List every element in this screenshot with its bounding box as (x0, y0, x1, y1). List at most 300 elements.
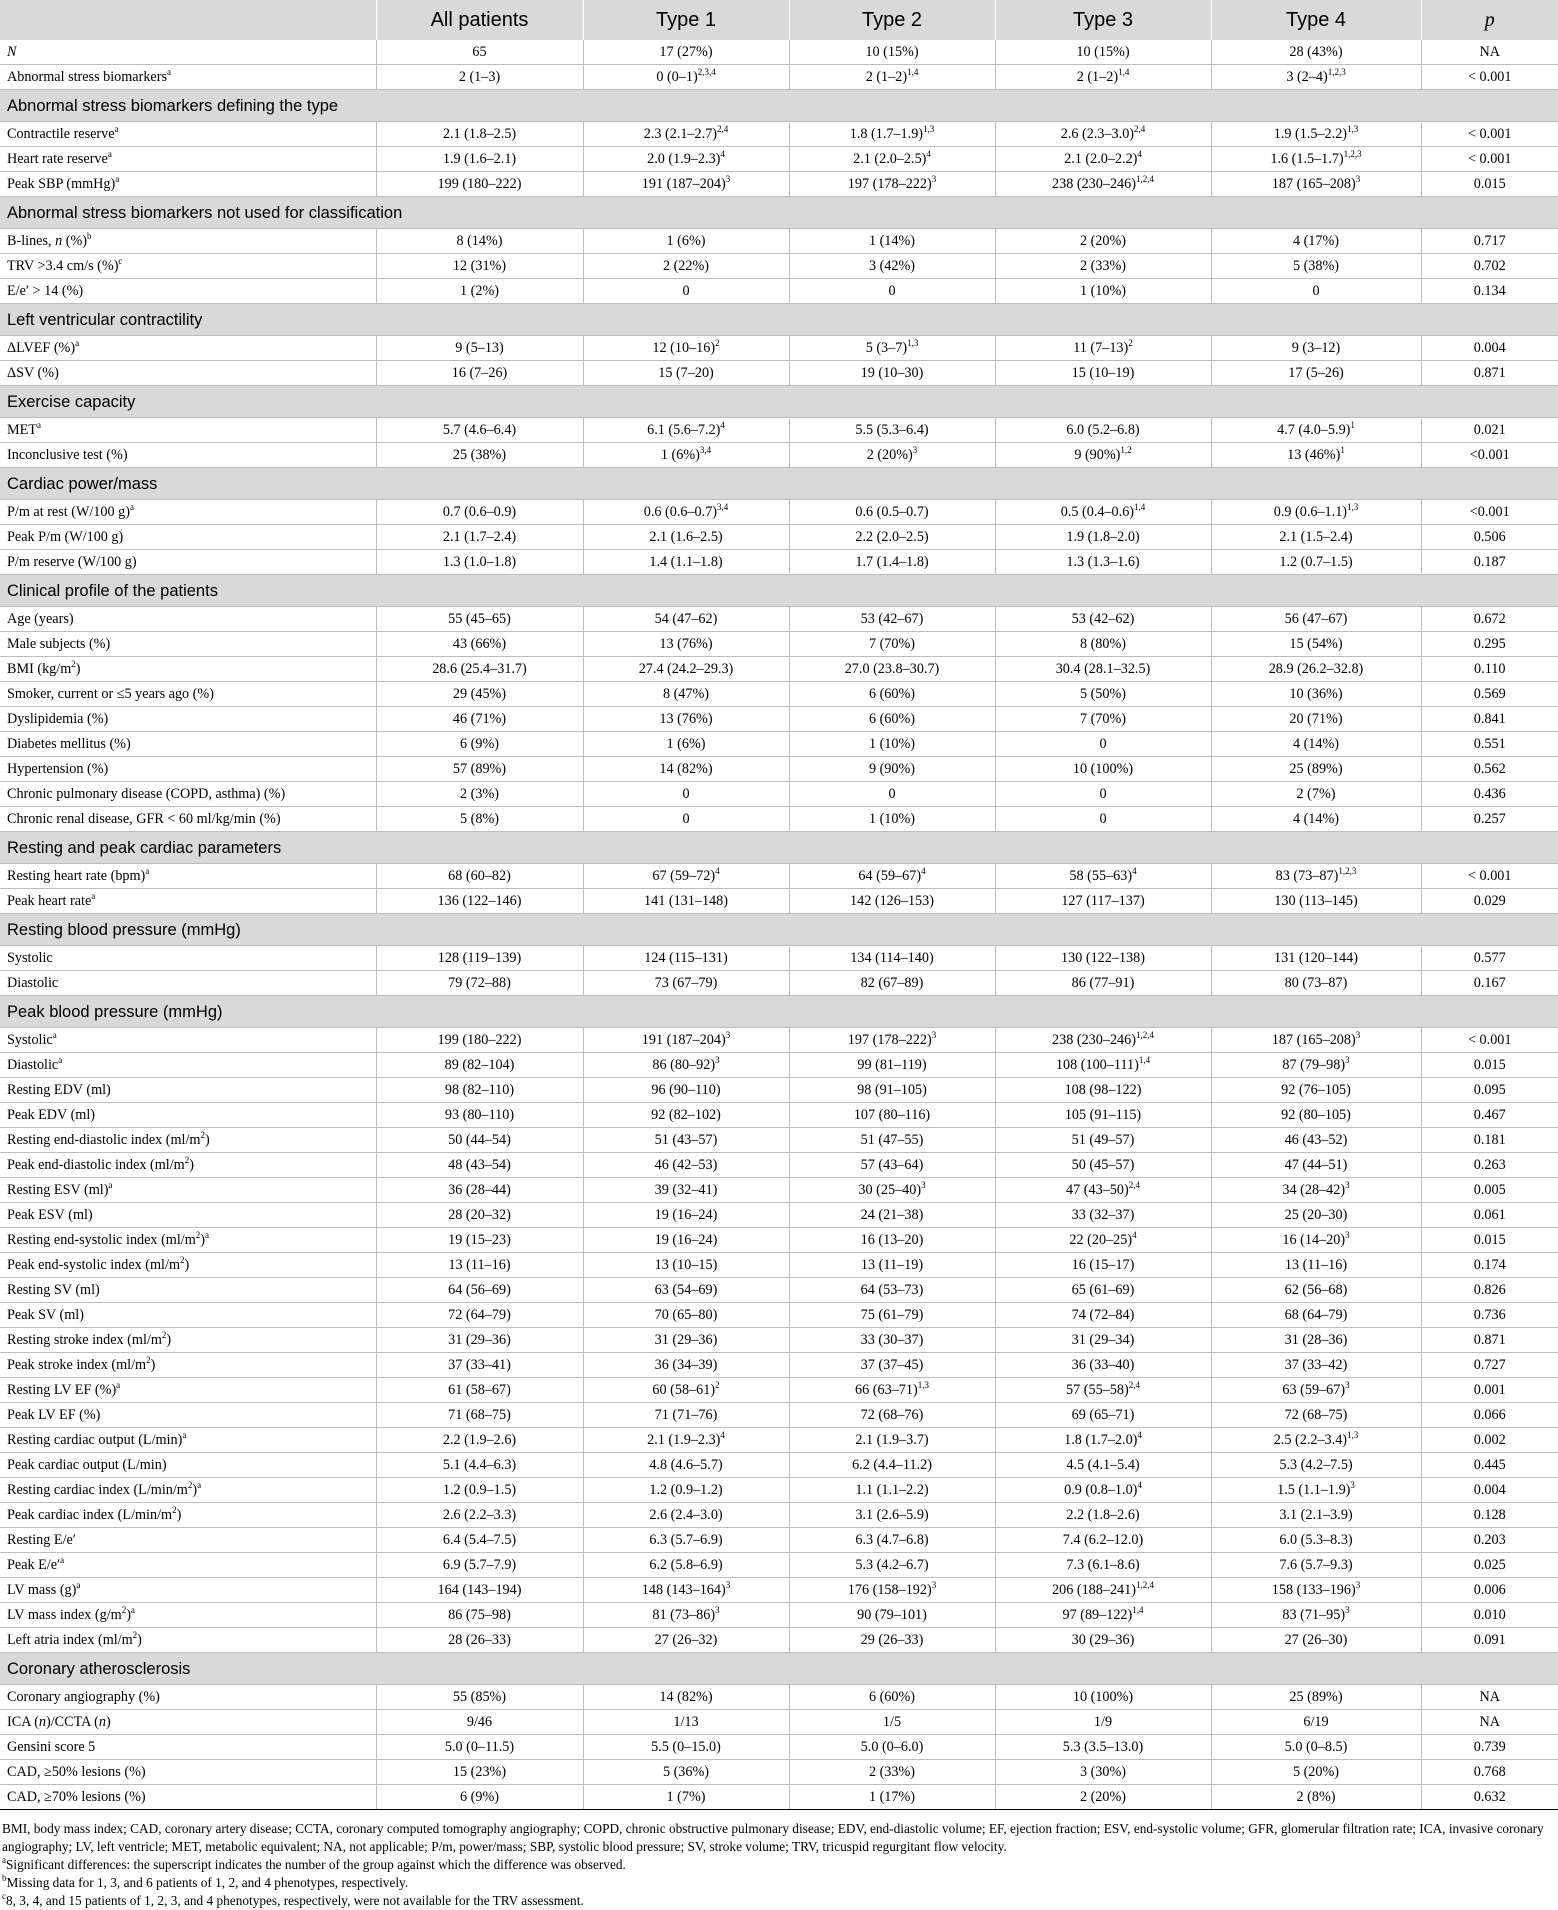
type-2-value: 75 (61–79) (789, 1303, 995, 1328)
type-4-value: 15 (54%) (1211, 632, 1421, 657)
type-2-value: 1 (14%) (789, 229, 995, 254)
p-value: < 0.001 (1421, 1028, 1558, 1053)
all-patients-value: 15 (23%) (376, 1760, 583, 1785)
row-label: Peak P/m (W/100 g) (0, 525, 376, 550)
section-header-row (0, 832, 1558, 864)
type-1-value: 92 (82–102) (583, 1103, 789, 1128)
type-1-value: 13 (76%) (583, 632, 789, 657)
all-patients-value: 0.7 (0.6–0.9) (376, 500, 583, 525)
section-header-row (0, 90, 1558, 122)
section-title: Left ventricular contractility (0, 304, 1558, 336)
table-row (0, 1178, 1558, 1203)
footnote: BMI, body mass index; CAD, coronary artery disease; CCTA, coronary computed tomography angiography; COPD, chronic obstructive pulmonary disease; EDV, end-diastolic volume; EF, ejection fraction; ESV, end-systolic volume; GFR, glomerular filtration rate; ICA, invasive coronary angiography; LV, left ventricle; MET, metabolic equivalent; NA, not applicable; P/m, power/mass; SBP, systolic blood pressure; SV, stroke volume; TRV, tricuspid regurgitant flow velocity. (2, 1821, 1544, 1854)
table-body (0, 40, 1558, 1810)
type-1-value: 2.3 $(2.1-2.7)^{2,4}$ (583, 122, 789, 147)
row-label: Contractile reserve$^a$ (0, 122, 376, 147)
table-row (0, 1103, 1558, 1128)
type-3-value: 0.9 $(0.8-1.0)^4$ (995, 1478, 1211, 1503)
type-4-value: 80 (73–87) (1211, 971, 1421, 996)
type-1-value: 124 (115–131) (583, 946, 789, 971)
all-patients-value: 9 (5–13) (376, 336, 583, 361)
type-4-value: 37 (33–42) (1211, 1353, 1421, 1378)
type-3-value: 127 (117–137) (995, 889, 1211, 914)
row-label: MET$^a$ (0, 418, 376, 443)
row-label: LV mass index $(g/m^2)^a$ (0, 1603, 376, 1628)
p-value: 0.841 (1421, 707, 1558, 732)
type-3-value: 97 $(89-122)^{1,4}$ (995, 1603, 1211, 1628)
all-patients-value: 64 (56–69) (376, 1278, 583, 1303)
all-patients-value: 5.7 (4.6–6.4) (376, 418, 583, 443)
type-4-value: 0.9 $(0.6-1.1)^{1,3}$ (1211, 500, 1421, 525)
all-patients-value: 98 (82–110) (376, 1078, 583, 1103)
type-1-value: 2 (22%) (583, 254, 789, 279)
p-value: 0.436 (1421, 782, 1558, 807)
type-2-value: 2.1 (1.9–3.7) (789, 1428, 995, 1453)
type-1-value: 1.2 (0.9–1.2) (583, 1478, 789, 1503)
table-row (0, 1053, 1558, 1078)
table-row (0, 279, 1558, 304)
p-value: 0.672 (1421, 607, 1558, 632)
table-row (0, 1528, 1558, 1553)
type-3-value: 1.8 $(1.7-2.0)^4$ (995, 1428, 1211, 1453)
type-2-value: 2.1 $(2.0-2.5)^4$ (789, 147, 995, 172)
p-value: 0.717 (1421, 229, 1558, 254)
row-label: BMI $(kg/m^2)$ (0, 657, 376, 682)
p-value: 0.029 (1421, 889, 1558, 914)
type-1-value: 0 $(0-1)^{2,3,4}$ (583, 65, 789, 90)
type-4-value: 2.1 (1.5–2.4) (1211, 525, 1421, 550)
type-1-value: 191 $(187-204)^3$ (583, 1028, 789, 1053)
type-1-value: 70 (65–80) (583, 1303, 789, 1328)
type-4-value: 87 $(79-98)^3$ (1211, 1053, 1421, 1078)
type-4-value: 13 (11–16) (1211, 1253, 1421, 1278)
type-2-value: 6 (60%) (789, 682, 995, 707)
type-1-value: 141 (131–148) (583, 889, 789, 914)
p-value: 0.506 (1421, 525, 1558, 550)
p-value: 0.445 (1421, 1453, 1558, 1478)
header-type-2: Type 2 (789, 0, 995, 40)
table-row (0, 550, 1558, 575)
type-3-value: 1 (10%) (995, 279, 1211, 304)
p-value: 0.021 (1421, 418, 1558, 443)
all-patients-value: 28 (20–32) (376, 1203, 583, 1228)
type-3-value: 0 (995, 782, 1211, 807)
type-4-value: 27 (26–30) (1211, 1628, 1421, 1653)
row-label: Diastolic$^a$ (0, 1053, 376, 1078)
all-patients-value: 164 (143–194) (376, 1578, 583, 1603)
all-patients-value: 50 (44–54) (376, 1128, 583, 1153)
row-label: Resting E/e′ (0, 1528, 376, 1553)
type-1-value: 36 (34–39) (583, 1353, 789, 1378)
row-label: Resting LV EF (%)$^a$ (0, 1378, 376, 1403)
type-2-value: 1.1 (1.1–2.2) (789, 1478, 995, 1503)
type-4-value: 2 (7%) (1211, 782, 1421, 807)
table-row (0, 1428, 1558, 1453)
row-label: Smoker, current or ≤5 years ago (%) (0, 682, 376, 707)
type-1-value: 0 (583, 807, 789, 832)
type-2-value: 2 $(20\%)^3$ (789, 443, 995, 468)
row-label: Left atria index $(ml/m^2)$ (0, 1628, 376, 1653)
p-value: NA (1421, 1710, 1558, 1735)
type-3-value: 9 $(90\%)^{1,2}$ (995, 443, 1211, 468)
type-4-value: 158 $(133-196)^3$ (1211, 1578, 1421, 1603)
type-2-value: 1 (17%) (789, 1785, 995, 1810)
type-1-value: 1.4 (1.1–1.8) (583, 550, 789, 575)
all-patients-value: 2.6 (2.2–3.3) (376, 1503, 583, 1528)
table-row (0, 1578, 1558, 1603)
section-header-row (0, 386, 1558, 418)
type-3-value: 5.3 (3.5–13.0) (995, 1735, 1211, 1760)
type-3-value: 15 (10–19) (995, 361, 1211, 386)
type-3-value: 47 $(43-50)^{2,4}$ (995, 1178, 1211, 1203)
type-1-value: 2.0 $(1.9-2.3)^4$ (583, 147, 789, 172)
type-4-value: 56 (47–67) (1211, 607, 1421, 632)
all-patients-value: 1 (2%) (376, 279, 583, 304)
all-patients-value: 65 (376, 40, 583, 65)
all-patients-value: 6.9 (5.7–7.9) (376, 1553, 583, 1578)
type-3-value: 7 (70%) (995, 707, 1211, 732)
table-row (0, 607, 1558, 632)
all-patients-value: 55 (85%) (376, 1685, 583, 1710)
type-1-value: 13 (76%) (583, 707, 789, 732)
table-row (0, 1353, 1558, 1378)
all-patients-value: 2 (1–3) (376, 65, 583, 90)
type-4-value: 25 (89%) (1211, 1685, 1421, 1710)
type-4-value: 92 (80–105) (1211, 1103, 1421, 1128)
type-3-value: 7.4 (6.2–12.0) (995, 1528, 1211, 1553)
table-header-row (0, 0, 1558, 40)
type-4-value: 47 (44–51) (1211, 1153, 1421, 1178)
header-type-3: Type 3 (995, 0, 1211, 40)
all-patients-value: 6 (9%) (376, 732, 583, 757)
row-label: ΔLVEF (%)$^a$ (0, 336, 376, 361)
all-patients-value: 57 (89%) (376, 757, 583, 782)
type-1-value: 148 $(143-164)^3$ (583, 1578, 789, 1603)
section-header-row (0, 468, 1558, 500)
all-patients-value: 36 (28–44) (376, 1178, 583, 1203)
table-row (0, 1453, 1558, 1478)
section-title: Cardiac power/mass (0, 468, 1558, 500)
row-label: Systolic$^a$ (0, 1028, 376, 1053)
type-3-value: 10 (15%) (995, 40, 1211, 65)
type-1-value: 0 (583, 279, 789, 304)
type-3-value: 50 (45–57) (995, 1153, 1211, 1178)
type-2-value: 98 (91–105) (789, 1078, 995, 1103)
p-value: <0.001 (1421, 443, 1558, 468)
all-patients-value: 79 (72–88) (376, 971, 583, 996)
type-2-value: 57 (43–64) (789, 1153, 995, 1178)
type-4-value: 1.6 $(1.5-1.7)^{1,2,3}$ (1211, 147, 1421, 172)
type-4-value: 5.0 (0–8.5) (1211, 1735, 1421, 1760)
all-patients-value: 5.0 (0–11.5) (376, 1735, 583, 1760)
section-header-row (0, 575, 1558, 607)
type-3-value: 30 (29–36) (995, 1628, 1211, 1653)
table-row (0, 1278, 1558, 1303)
type-4-value: 83 $(71-95)^3$ (1211, 1603, 1421, 1628)
type-3-value: 1.3 (1.3–1.6) (995, 550, 1211, 575)
header-label (0, 0, 376, 40)
type-3-value: 206 $(188-241)^{1,2,4}$ (995, 1578, 1211, 1603)
header-p-value: p (1421, 0, 1558, 40)
row-label: Resting EDV (ml) (0, 1078, 376, 1103)
row-label: Systolic (0, 946, 376, 971)
type-2-value: 1.8 $(1.7-1.9)^{1,3}$ (789, 122, 995, 147)
type-2-value: 53 (42–67) (789, 607, 995, 632)
row-label: CAD, ≥70% lesions (%) (0, 1785, 376, 1810)
type-2-value: 72 (68–76) (789, 1403, 995, 1428)
type-3-value: 33 (32–37) (995, 1203, 1211, 1228)
p-value: < 0.001 (1421, 122, 1558, 147)
section-title: Exercise capacity (0, 386, 1558, 418)
type-4-value: 13 $(46\%)^1$ (1211, 443, 1421, 468)
type-3-value: 53 (42–62) (995, 607, 1211, 632)
p-value: 0.826 (1421, 1278, 1558, 1303)
type-4-value: 25 (89%) (1211, 757, 1421, 782)
all-patients-value: 199 (180–222) (376, 1028, 583, 1053)
type-4-value: 62 (56–68) (1211, 1278, 1421, 1303)
p-value: 0.001 (1421, 1378, 1558, 1403)
type-1-value: 81 $(73-86)^3$ (583, 1603, 789, 1628)
type-1-value: 17 (27%) (583, 40, 789, 65)
p-value: 0.203 (1421, 1528, 1558, 1553)
table-row (0, 40, 1558, 65)
section-header-row (0, 304, 1558, 336)
p-value: 0.004 (1421, 1478, 1558, 1503)
row-label: Resting end-systolic index $(ml/m^2)^a$ (0, 1228, 376, 1253)
row-label: P/m reserve (W/100 g) (0, 550, 376, 575)
all-patients-value: 28.6 (25.4–31.7) (376, 657, 583, 682)
all-patients-value: 199 (180–222) (376, 172, 583, 197)
type-2-value: 176 $(158-192)^3$ (789, 1578, 995, 1603)
table-row (0, 1378, 1558, 1403)
p-value: 0.871 (1421, 1328, 1558, 1353)
row-label: TRV >3.4 cm/s (%)$^c$ (0, 254, 376, 279)
type-3-value: 108 $(100-111)^{1,4}$ (995, 1053, 1211, 1078)
type-1-value: 1 (6%) (583, 229, 789, 254)
table-row (0, 782, 1558, 807)
all-patients-value: 61 (58–67) (376, 1378, 583, 1403)
footnote: $^a$Significant differences: the superscript indicates the number of the group against which the difference was observed. (2, 1855, 626, 1872)
section-header-row (0, 197, 1558, 229)
all-patients-value: 8 (14%) (376, 229, 583, 254)
p-value: 0.015 (1421, 1228, 1558, 1253)
type-1-value: 1/13 (583, 1710, 789, 1735)
all-patients-value: 1.3 (1.0–1.8) (376, 550, 583, 575)
all-patients-value: 2.1 (1.8–2.5) (376, 122, 583, 147)
type-4-value: 4 (17%) (1211, 229, 1421, 254)
table-row (0, 1228, 1558, 1253)
row-label: Peak stroke index $(ml/m^2)$ (0, 1353, 376, 1378)
type-3-value: 1/9 (995, 1710, 1211, 1735)
type-4-value: 25 (20–30) (1211, 1203, 1421, 1228)
type-1-value: 60 $(58-61)^2$ (583, 1378, 789, 1403)
type-2-value: 1 (10%) (789, 807, 995, 832)
type-3-value: 16 (15–17) (995, 1253, 1211, 1278)
p-value: 0.066 (1421, 1403, 1558, 1428)
header-all-patients: All patients (376, 0, 583, 40)
type-4-value: 31 (28–36) (1211, 1328, 1421, 1353)
p-value: 0.577 (1421, 946, 1558, 971)
type-3-value: 10 (100%) (995, 1685, 1211, 1710)
row-label: E/e′ > 14 (%) (0, 279, 376, 304)
p-value: 0.727 (1421, 1353, 1558, 1378)
type-2-value: 16 (13–20) (789, 1228, 995, 1253)
p-value: 0.295 (1421, 632, 1558, 657)
type-4-value: 4 (14%) (1211, 807, 1421, 832)
p-value: < 0.001 (1421, 864, 1558, 889)
row-label: Resting ESV (ml)$^a$ (0, 1178, 376, 1203)
type-2-value: 37 (37–45) (789, 1353, 995, 1378)
type-3-value: 30.4 (28.1–32.5) (995, 657, 1211, 682)
p-value: 0.739 (1421, 1735, 1558, 1760)
row-label: Peak heart rate$^a$ (0, 889, 376, 914)
row-label: Peak cardiac output (L/min) (0, 1453, 376, 1478)
type-3-value: 3 (30%) (995, 1760, 1211, 1785)
type-2-value: 197 $(178-222)^3$ (789, 172, 995, 197)
table-row (0, 1203, 1558, 1228)
row-label: Resting heart rate (bpm)$^a$ (0, 864, 376, 889)
row-label: Gensini score 5 (0, 1735, 376, 1760)
p-value: 0.010 (1421, 1603, 1558, 1628)
type-2-value: 5.5 (5.3–6.4) (789, 418, 995, 443)
row-label: N (0, 40, 376, 65)
table-row (0, 1628, 1558, 1653)
row-label: Diastolic (0, 971, 376, 996)
table-row (0, 172, 1558, 197)
type-1-value: 39 (32–41) (583, 1178, 789, 1203)
type-3-value: 0 (995, 732, 1211, 757)
type-2-value: 6.3 (4.7–6.8) (789, 1528, 995, 1553)
type-3-value: 2 (20%) (995, 1785, 1211, 1810)
p-value: NA (1421, 1685, 1558, 1710)
type-3-value: 58 $(55-63)^4$ (995, 864, 1211, 889)
type-2-value: 29 (26–33) (789, 1628, 995, 1653)
table-row (0, 1128, 1558, 1153)
type-1-value: 19 (16–24) (583, 1203, 789, 1228)
type-2-value: 197 $(178-222)^3$ (789, 1028, 995, 1053)
type-3-value: 2.2 (1.8–2.6) (995, 1503, 1211, 1528)
p-value: 0.562 (1421, 757, 1558, 782)
table-row (0, 1078, 1558, 1103)
p-value: 0.110 (1421, 657, 1558, 682)
type-4-value: 17 (5–26) (1211, 361, 1421, 386)
type-1-value: 27.4 (24.2–29.3) (583, 657, 789, 682)
type-2-value: 1.7 (1.4–1.8) (789, 550, 995, 575)
row-label: Coronary angiography (%) (0, 1685, 376, 1710)
p-value: 0.095 (1421, 1078, 1558, 1103)
type-1-value: 4.8 (4.6–5.7) (583, 1453, 789, 1478)
row-label: Resting SV (ml) (0, 1278, 376, 1303)
row-label: ICA (n)/CCTA (n) (0, 1710, 376, 1735)
type-2-value: 13 (11–19) (789, 1253, 995, 1278)
row-label: Peak $E/e'^a$ (0, 1553, 376, 1578)
type-3-value: 130 (122–138) (995, 946, 1211, 971)
type-3-value: 6.0 (5.2–6.8) (995, 418, 1211, 443)
p-value: <0.001 (1421, 500, 1558, 525)
type-2-value: 64 (53–73) (789, 1278, 995, 1303)
all-patients-value: 25 (38%) (376, 443, 583, 468)
section-header-row (0, 914, 1558, 946)
table-row (0, 946, 1558, 971)
type-4-value: 83 $(73-87)^{1,2,3}$ (1211, 864, 1421, 889)
type-3-value: 2 $(1-2)^{1,4}$ (995, 65, 1211, 90)
type-3-value: 238 $(230-246)^{1,2,4}$ (995, 1028, 1211, 1053)
table-row (0, 361, 1558, 386)
table-row (0, 632, 1558, 657)
type-2-value: 99 (81–119) (789, 1053, 995, 1078)
type-2-value: 5.3 (4.2–6.7) (789, 1553, 995, 1578)
type-4-value: 1.9 $(1.5-2.2)^{1,3}$ (1211, 122, 1421, 147)
row-label: Chronic renal disease, GFR < 60 ml/kg/min (%) (0, 807, 376, 832)
type-4-value: 4 (14%) (1211, 732, 1421, 757)
all-patients-value: 93 (80–110) (376, 1103, 583, 1128)
row-label: Dyslipidemia (%) (0, 707, 376, 732)
type-1-value: 5.5 (0–15.0) (583, 1735, 789, 1760)
type-3-value: 2 (33%) (995, 254, 1211, 279)
type-1-value: 54 (47–62) (583, 607, 789, 632)
type-1-value: 2.6 (2.4–3.0) (583, 1503, 789, 1528)
all-patients-value: 1.2 (0.9–1.5) (376, 1478, 583, 1503)
p-value: 0.569 (1421, 682, 1558, 707)
all-patients-value: 28 (26–33) (376, 1628, 583, 1653)
type-2-value: 30 $(25-40)^3$ (789, 1178, 995, 1203)
type-3-value: 74 (72–84) (995, 1303, 1211, 1328)
table-row (0, 1760, 1558, 1785)
type-4-value: 9 (3–12) (1211, 336, 1421, 361)
p-value: 0.632 (1421, 1785, 1558, 1810)
table-row (0, 657, 1558, 682)
type-1-value: 86 $(80-92)^3$ (583, 1053, 789, 1078)
footnote: $^b$Missing data for 1, 3, and 6 patients of 1, 2, and 4 phenotypes, respectively. (2, 1873, 409, 1890)
p-value: 0.002 (1421, 1428, 1558, 1453)
section-header-row (0, 996, 1558, 1028)
type-4-value: 4.7 $(4.0-5.9)^1$ (1211, 418, 1421, 443)
type-2-value: 9 (90%) (789, 757, 995, 782)
type-1-value: 73 (67–79) (583, 971, 789, 996)
table-row (0, 1710, 1558, 1735)
p-value: 0.257 (1421, 807, 1558, 832)
row-label: ΔSV (%) (0, 361, 376, 386)
type-3-value: 0.5 $(0.4-0.6)^{1,4}$ (995, 500, 1211, 525)
type-2-value: 1/5 (789, 1710, 995, 1735)
type-3-value: 2.6 $(2.3-3.0)^{2,4}$ (995, 122, 1211, 147)
section-title: Coronary atherosclerosis (0, 1653, 1558, 1685)
section-title: Abnormal stress biomarkers not used for classification (0, 197, 1558, 229)
all-patients-value: 2.2 (1.9–2.6) (376, 1428, 583, 1453)
p-value: < 0.001 (1421, 65, 1558, 90)
type-4-value: 5 (20%) (1211, 1760, 1421, 1785)
type-1-value: 31 (29–36) (583, 1328, 789, 1353)
type-4-value: 6.0 (5.3–8.3) (1211, 1528, 1421, 1553)
p-value: 0.134 (1421, 279, 1558, 304)
row-label: Male subjects (%) (0, 632, 376, 657)
p-value: NA (1421, 40, 1558, 65)
p-value: 0.025 (1421, 1553, 1558, 1578)
type-1-value: 27 (26–32) (583, 1628, 789, 1653)
p-value: 0.187 (1421, 550, 1558, 575)
table-row (0, 1603, 1558, 1628)
type-4-value: 2 (8%) (1211, 1785, 1421, 1810)
type-2-value: 82 (67–89) (789, 971, 995, 996)
type-4-value: 187 $(165-208)^3$ (1211, 172, 1421, 197)
type-4-value: 16 $(14-20)^3$ (1211, 1228, 1421, 1253)
all-patients-value: 6 (9%) (376, 1785, 583, 1810)
all-patients-value: 128 (119–139) (376, 946, 583, 971)
table-row (0, 122, 1558, 147)
row-label: Peak LV EF (%) (0, 1403, 376, 1428)
table-row (0, 147, 1558, 172)
footnote: $^c$8, 3, 4, and 15 patients of 1, 2, 3, and 4 phenotypes, respectively, were not available for the TRV assessment. (2, 1891, 584, 1908)
